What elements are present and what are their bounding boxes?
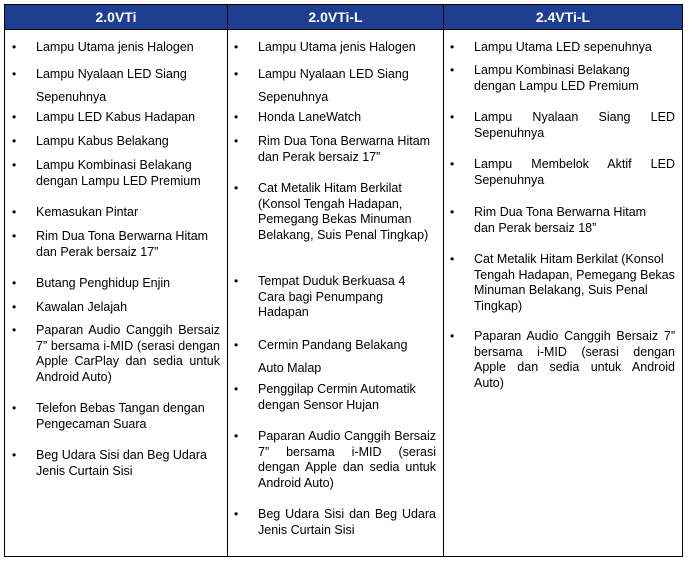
list-item: • Paparan Audio Canggih Bersaiz 7” bersama i-MID (serasi dengan Apple dan sedia untuk Android Auto) bbox=[450, 329, 675, 390]
column-header-2-0vti: 2.0VTi bbox=[5, 5, 227, 29]
column-2-0vti-l bbox=[228, 29, 443, 556]
list-item: • Tempat Duduk Berkuasa 4 Cara bagi Penumpang Hadapan bbox=[234, 274, 406, 319]
spec-table bbox=[4, 4, 683, 557]
list-item: • Lampu Kombinasi Belakang dengan Lampu LED Premium bbox=[450, 63, 639, 93]
list-item: • Butang Penghidup Enjin bbox=[12, 276, 171, 290]
list-item: • Paparan Audio Canggih Bersaiz 7” bersama i-MID (serasi dengan Apple dan sedia untuk Android Auto) bbox=[234, 429, 436, 490]
list-item: • Telefon Bebas Tangan dengan Pengecaman Suara bbox=[12, 401, 205, 431]
list-item: • Honda LaneWatch bbox=[234, 110, 362, 124]
list-item: • Lampu Kabus Belakang bbox=[12, 134, 169, 148]
list-item: • Paparan Audio Canggih Bersaiz 7” bersama i-MID (serasi dengan Apple CarPlay dan sedia untuk Android Auto) bbox=[12, 323, 220, 384]
list-item: • Cermin Pandang Belakang Auto Malap bbox=[234, 338, 408, 375]
list-item: • Cat Metalik Hitam Berkilat (Konsol Tengah Hadapan, Pemegang Bekas Minuman Belakang, Suis Penal Tingkap) bbox=[450, 252, 675, 313]
list-item: • Lampu Kombinasi Belakang dengan Lampu LED Premium bbox=[12, 158, 201, 188]
column-header-2-0vti-l: 2.0VTi-L bbox=[228, 5, 443, 29]
column-2-0vti bbox=[5, 29, 227, 556]
list-item: • Lampu Nyalaan Siang LED Sepenuhnya bbox=[450, 110, 675, 140]
column-header-2-4vti-l: 2.4VTi-L bbox=[444, 5, 682, 29]
list-item: • Lampu Utama jenis Halogen bbox=[12, 40, 194, 54]
list-item: • Lampu Utama LED sepenuhnya bbox=[450, 40, 652, 54]
column-2-4vti-l bbox=[444, 29, 682, 556]
list-item: • Lampu Nyalaan LED Siang Sepenuhnya bbox=[12, 67, 187, 104]
list-item: • Kawalan Jelajah bbox=[12, 300, 128, 314]
list-item: • Kemasukan Pintar bbox=[12, 205, 139, 219]
list-item: • Penggilap Cermin Automatik dengan Sensor Hujan bbox=[234, 382, 416, 412]
list-item: • Lampu LED Kabus Hadapan bbox=[12, 110, 196, 124]
list-item: • Rim Dua Tona Berwarna Hitam dan Perak bersaiz 17” bbox=[12, 229, 209, 259]
list-item: • Lampu Utama jenis Halogen bbox=[234, 40, 416, 54]
list-item: • Beg Udara Sisi dan Beg Udara Jenis Curtain Sisi bbox=[234, 507, 436, 537]
list-item: • Rim Dua Tona Berwarna Hitam dan Perak bersaiz 17” bbox=[234, 134, 431, 164]
list-item: • Rim Dua Tona Berwarna Hitam dan Perak bersaiz 18” bbox=[450, 205, 647, 235]
list-item: • Cat Metalik Hitam Berkilat (Konsol Tengah Hadapan, Pemegang Bekas Minuman Belakang, Suis Penal Tingkap) bbox=[234, 181, 429, 242]
list-item: • Lampu Nyalaan LED Siang Sepenuhnya bbox=[234, 67, 409, 104]
list-item: • Lampu Membelok Aktif LED Sepenuhnya bbox=[450, 157, 675, 187]
list-item: • Beg Udara Sisi dan Beg Udara Jenis Curtain Sisi bbox=[12, 448, 207, 478]
